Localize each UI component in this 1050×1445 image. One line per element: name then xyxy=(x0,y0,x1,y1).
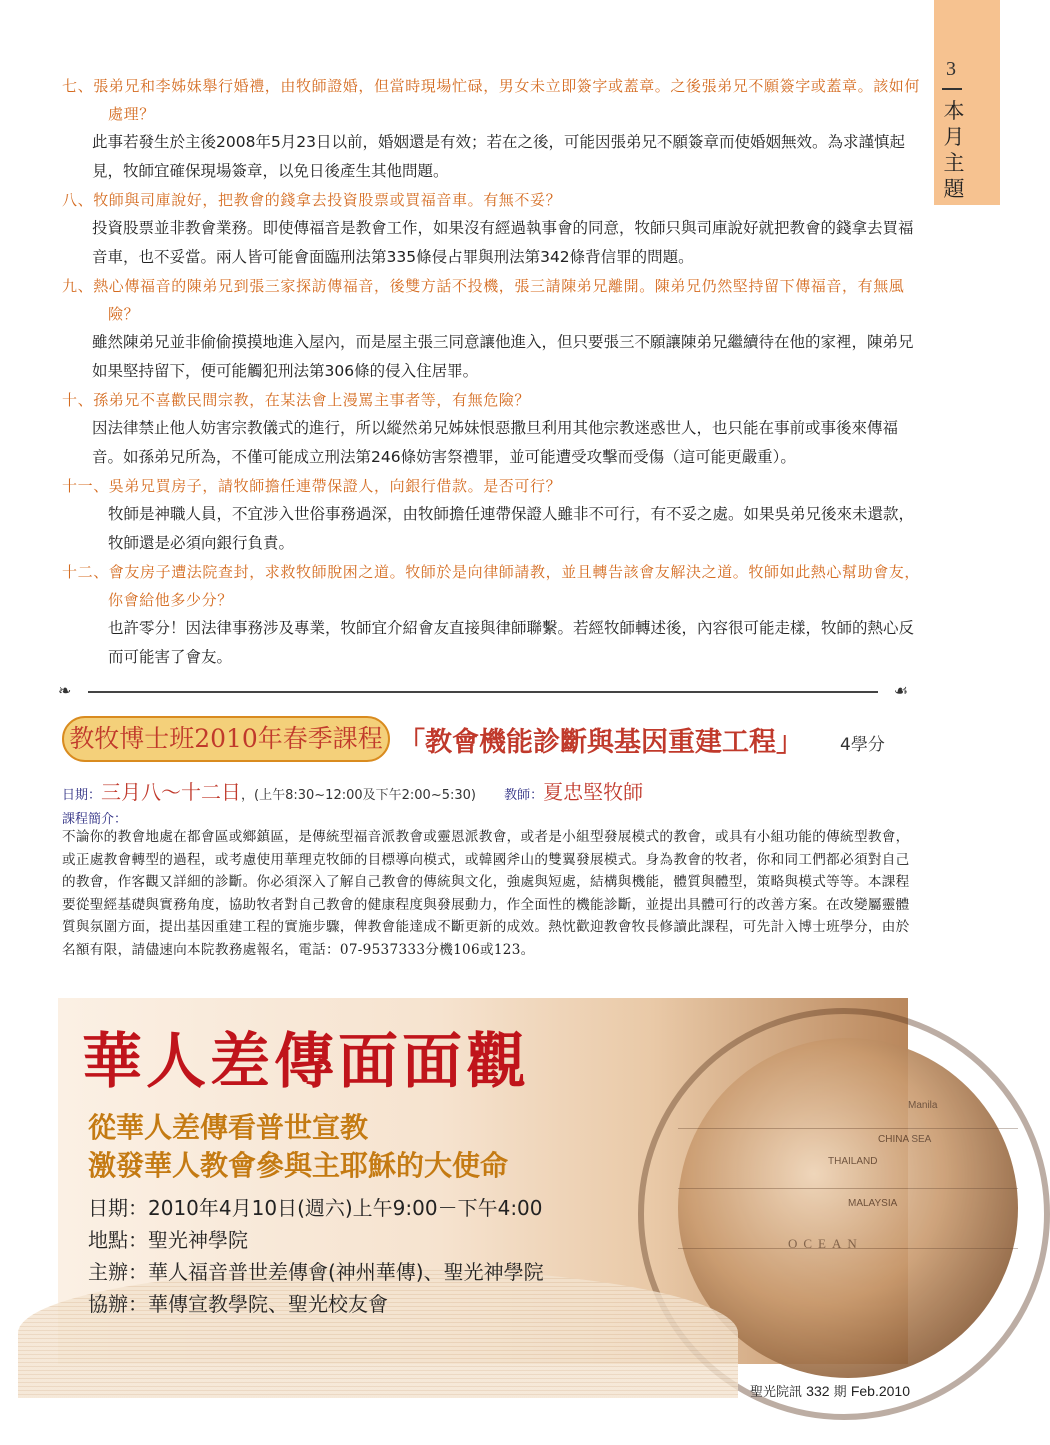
divider-left-ornament-icon: ❧ xyxy=(58,681,72,700)
tab-rule xyxy=(942,88,962,90)
event-location: 地點：聖光神學院 xyxy=(88,1228,248,1252)
date-label: 日期： xyxy=(62,788,102,803)
question-8: 八、牧師與司庫說好，把教會的錢拿去投資股票或買福音車。有無不妥？ xyxy=(62,191,562,209)
course-credits: 4學分 xyxy=(840,735,885,755)
course-title: 「教會機能診斷與基因重建工程」 xyxy=(398,727,803,758)
course-program-badge: 教牧博士班2010年春季課程 xyxy=(62,716,390,762)
issue-suffix: 期 xyxy=(833,1385,847,1400)
ornamental-divider xyxy=(58,681,908,700)
question-11: 十一、吳弟兄買房子，請牧師擔任連帶保證人，向銀行借款。是否可行？ xyxy=(62,477,562,495)
event-banner xyxy=(58,998,938,1364)
page-number: 3 xyxy=(946,58,956,80)
question-12: 十二、會友房子遭法院查封，求救牧師脫困之道。牧師於是向律師請教，並且轉告該會友解決之道。牧師如此熱心幫助會友，你會給他多少分？ xyxy=(62,563,921,609)
course-intro-label: 課程簡介： xyxy=(62,812,128,827)
answer-7: 此事若發生於主後2008年5月23日以前，婚姻還是有效；若在之後，可能因張弟兄不願簽章而使婚姻無效。為求謹慎起見，牧師宜確保現場簽章，以免日後產生其他問題。 xyxy=(92,133,906,180)
event-host: 主辦：華人福音普世差傳會(神州華傳)、聖光神學院 xyxy=(88,1260,544,1284)
answer-12: 也許零分！因法律事務涉及專業，牧師宜介紹會友直接與律師聯繫。若經牧師轉述後，內容很可能走樣，牧師的熱心反而可能害了會友。 xyxy=(108,619,915,666)
course-time: ，(上午8:30~12:00及下午2:00~5:30) xyxy=(241,788,476,803)
answer-10: 因法律禁止他人妨害宗教儀式的進行，所以縱然弟兄姊妹恨惡撒旦利用其他宗教迷惑世人，也只能在事前或事後來傳福音。如孫弟兄所為，不僅可能成立刑法第246條妨害祭禮罪，並可能遭受攻擊而受傷（這可能更嚴重）。 xyxy=(92,419,899,466)
question-9: 九、熱心傳福音的陳弟兄到張三家探訪傳福音，後雙方話不投機，張三請陳弟兄離開。陳弟兄仍然堅持留下傳福音，有無風險？ xyxy=(62,277,905,323)
section-tab xyxy=(934,0,1000,205)
course-date: 三月八～十二日 xyxy=(101,780,242,804)
course-intro: 不論你的教會地處在都會區或鄉鎮區，是傳統型福音派教會或靈恩派教會，或者是小組型發展模式的教會，或具有小組功能的傳統型教會，或正處教會轉型的過程，或考慮使用華理克牧師的目標導向模式，或韓國斧山的雙翼發展模式。身為教會的牧者，你和同工們都必須對自己的教會，作客觀又詳細的診斷。你必須深入了解自己教會的傳統與文化，強處與短處，結構與機能，體質與體型，策略與模式等等。本課程要從聖經基礎與實務角度，協助牧者對自己教會的健康程度與發展動力，作全面性的機能診斷，並提出具體可行的改善方案。在改變屬靈體質與氛圍方面，提出基因重建工程的實施步驟，俾教會能達成不斷更新的成效。熱忱歡迎教會牧長修讀此課程，可先計入博士班學分，由於名額有限，請儘速向本院教務處報名，電話：07-9537333分機106或123。 xyxy=(62,829,910,958)
banner-subtitle-2: 激發華人教會參與主耶穌的大使命 xyxy=(88,1149,509,1182)
course-teacher: 夏忠堅牧師 xyxy=(543,780,644,804)
banner-subtitle-1: 從華人差傳看普世宣教 xyxy=(88,1111,369,1144)
section-label: 本月主題 xyxy=(943,99,965,201)
event-cohost: 協辦：華傳宣教學院、聖光校友會 xyxy=(88,1292,388,1316)
answer-8: 投資股票並非教會業務。即使傳福音是教會工作，如果沒有經過執事會的同意，牧師只與司庫說好就把教會的錢拿去買福音車，也不妥當。兩人皆可能會面臨刑法第335條侵占罪與刑法第342條背信罪的問題。 xyxy=(92,219,914,266)
question-10: 十、孫弟兄不喜歡民間宗教，在某法會上漫罵主事者等，有無危險？ xyxy=(62,391,531,409)
issue-date: Feb.2010 xyxy=(850,1383,910,1399)
course-schedule xyxy=(62,776,643,805)
banner-title: 華人差傳面面觀 xyxy=(82,1027,530,1097)
divider-right-ornament-icon: ☙ xyxy=(893,681,908,700)
answer-9: 雖然陳弟兄並非偷偷摸摸地進入屋內，而是屋主張三同意讓他進入，但只要張三不願讓陳弟兄繼續待在他的家裡，陳弟兄如果堅持留下，便可能觸犯刑法第306條的侵入住居罪。 xyxy=(92,333,914,380)
question-7: 七、張弟兄和李姊妹舉行婚禮，由牧師證婚，但當時現場忙碌，男女未立即簽字或蓋章。之後張弟兄不願簽字或蓋章。該如何處理？ xyxy=(62,77,921,123)
teacher-label: 教師： xyxy=(504,788,544,803)
qa-section xyxy=(62,72,922,672)
page-footer xyxy=(750,1381,910,1400)
event-date: 日期：2010年4月10日(週六)上午9:00－下午4:00 xyxy=(88,1196,543,1220)
issue-number: 332 xyxy=(806,1383,830,1399)
answer-11: 牧師是神職人員，不宜涉入世俗事務過深，由牧師擔任連帶保證人雖非不可行，有不妥之處。如果吳弟兄後來未還款，牧師還是必須向銀行負責。 xyxy=(108,505,915,552)
publication-name: 聖光院訊 xyxy=(750,1385,803,1400)
globe-image: CHINA SEA THAILAND MALAYSIA OCEAN Manila xyxy=(678,1038,1018,1378)
